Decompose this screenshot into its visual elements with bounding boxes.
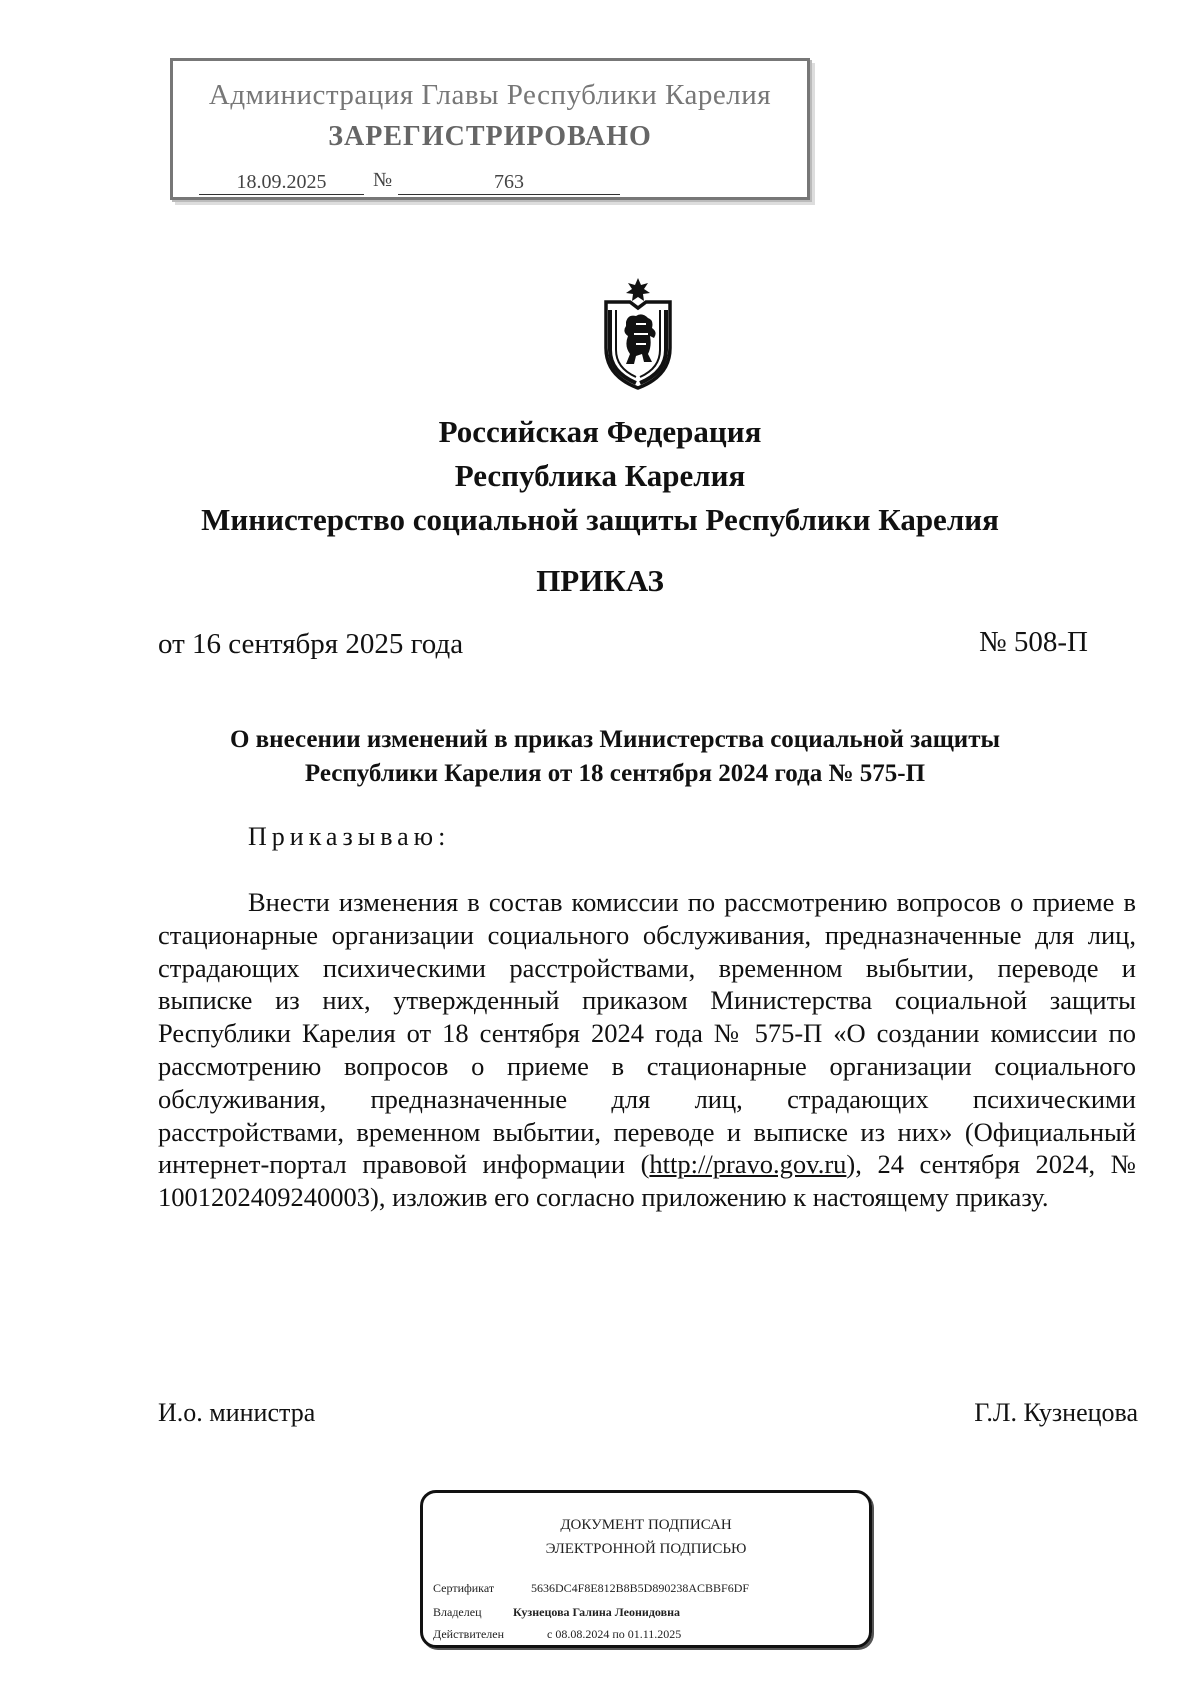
registration-status: ЗАРЕГИСТРИРОВАНО [328,121,652,152]
subject-line-2: Республики Карелия от 18 сентября 2024 года № 575-П [304,760,926,787]
esig-owner: Кузнецова Галина Леонидовна [513,1605,680,1619]
esig-valid: с 08.08.2024 по 01.11.2025 [547,1627,682,1641]
order-number: № 508-П [978,626,1088,658]
body-text-part-2: ), 24 сентября 2024, № 1001202409240003), изложив его согласно приложению к настоящему приказу. [158,1149,1136,1213]
karelia-coat-of-arms-icon [596,276,680,392]
document-type: ПРИКАЗ [536,563,664,598]
registration-date: 18.09.2025 [199,171,364,195]
registration-stamp [170,58,810,200]
esig-certificate: 5636DC4F8E812B8B5D890238ACBBF6DF [531,1581,750,1595]
header-ministry: Министерство социальной защиты Республики Карелия [201,502,999,537]
esig-heading-1: ДОКУМЕНТ ПОДПИСАН [560,1517,732,1533]
esig-owner-row [433,1605,680,1620]
body-paragraph [158,886,1136,1214]
electronic-signature-stamp [420,1490,872,1648]
signer-title: И.о. министра [158,1398,316,1427]
order-date: от 16 сентября 2025 года [158,628,464,660]
esig-certificate-label: Сертификат [433,1581,495,1595]
header-country: Российская Федерация [438,414,762,449]
esig-heading-2: ЭЛЕКТРОННОЙ ПОДПИСЬЮ [545,1541,747,1557]
body-text-part-1: Внести изменения в состав комиссии по рассмотрению вопросов о приеме в стационарные организации социального обслуживания, предназначенные для лиц, страдающих психическими расстройствами, временном выбытии, переводе и выписке из них, утвержденный приказом Министерства социальной защиты Республики Карелия от 18 сентября 2024 года № 575-П «О создании комиссии по рассмотрению вопросов о приеме в стационарные организации социального обслуживания, предназначенные для лиц, страдающих психическими расстройствами, временном выбытии, переводе и выписке из них» (Официальный интернет-портал правовой информации ( [158,887,1136,1180]
header-region: Республика Карелия [454,458,746,493]
esig-valid-label: Действителен [433,1627,505,1641]
signer-name: Г.Л. Кузнецова [974,1398,1138,1427]
order-verb: Приказываю: [248,822,451,851]
pravo-link[interactable]: http://pravo.gov.ru [649,1149,847,1180]
registration-number-sign: № [373,169,393,191]
subject-line-1: О внесении изменений в приказ Министерства социальной защиты [229,726,1001,753]
registration-number: 763 [398,171,620,195]
registration-organization: Администрация Главы Республики Карелия [208,79,772,111]
esig-certificate-row [433,1581,749,1596]
esig-owner-label: Владелец [433,1605,482,1619]
esig-valid-row [433,1627,681,1642]
